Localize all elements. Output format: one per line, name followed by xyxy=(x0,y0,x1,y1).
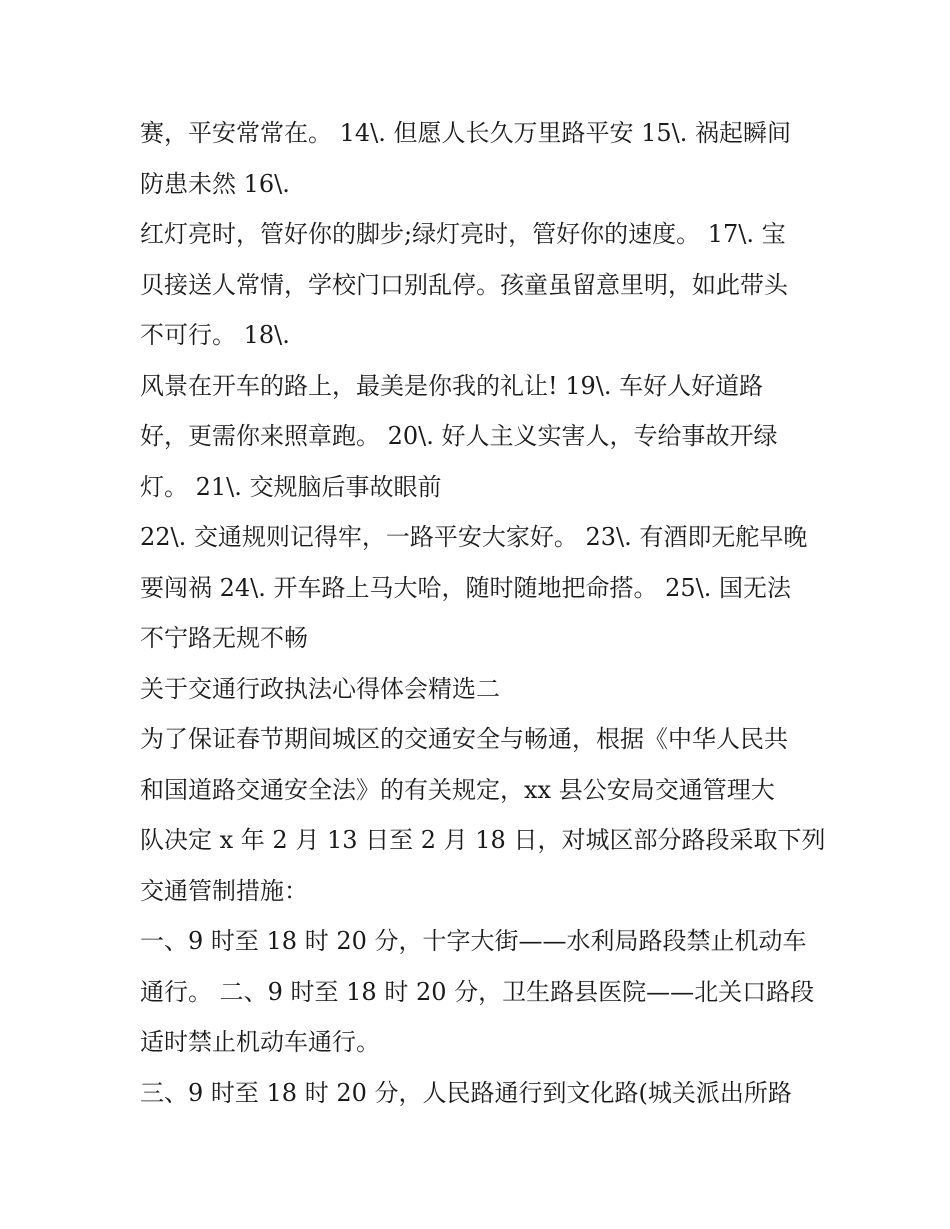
text-line: 队决定 x 年 2 月 13 日至 2 月 18 日，对城区部分路段采取下列 xyxy=(140,826,826,854)
document-body xyxy=(140,108,826,1118)
text-line: 红灯亮时，管好你的脚步;绿灯亮时，管好你的速度。 17\. 宝 xyxy=(140,220,786,248)
text-line: 22\. 交通规则记得牢，一路平安大家好。 23\. 有酒即无舵早晚 xyxy=(140,523,808,551)
text-line: 好，更需你来照章跑。 20\. 好人主义实害人，专给事故开绿 xyxy=(140,422,778,450)
text-line: 适时禁止机动车通行。 xyxy=(140,1028,380,1056)
text-line: 交通管制措施： xyxy=(140,876,308,905)
text-line: 不宁路无规不畅 xyxy=(140,624,308,652)
text-line: 三、9 时至 18 时 20 分，人民路通行到文化路(城关派出所路 xyxy=(140,1078,792,1107)
text-line: 一、9 时至 18 时 20 分，十字大街——水利局路段禁止机动车 xyxy=(140,927,807,955)
text-line: 风景在开车的路上，最美是你我的礼让! 19\. 车好人好道路 xyxy=(140,371,764,400)
text-line: 通行。 二、9 时至 18 时 20 分，卫生路县医院——北关口路段 xyxy=(140,977,815,1006)
text-line: 灯。 21\. 交规脑后事故眼前 xyxy=(140,472,442,501)
text-line: 为了保证春节期间城区的交通安全与畅通，根据《中华人民共 xyxy=(140,725,788,753)
text-line: 和国道路交通安全法》的有关规定，xx 县公安局交通管理大 xyxy=(140,775,775,804)
text-line: 不可行。 18\. xyxy=(140,321,290,349)
section-heading: 关于交通行政执法心得体会精选二 xyxy=(140,674,500,703)
text-line: 赛，平安常常在。 14\. 但愿人长久万里路平安 15\. 祸起瞬间 xyxy=(140,119,792,147)
text-line: 贝接送人常情，学校门口别乱停。孩童虽留意里明，如此带头 xyxy=(140,270,788,299)
text-line: 防患未然 16\. xyxy=(140,169,290,198)
text-line: 要闯祸 24\. 开车路上马大哈，随时随地把命搭。 25\. 国无法 xyxy=(140,573,792,602)
